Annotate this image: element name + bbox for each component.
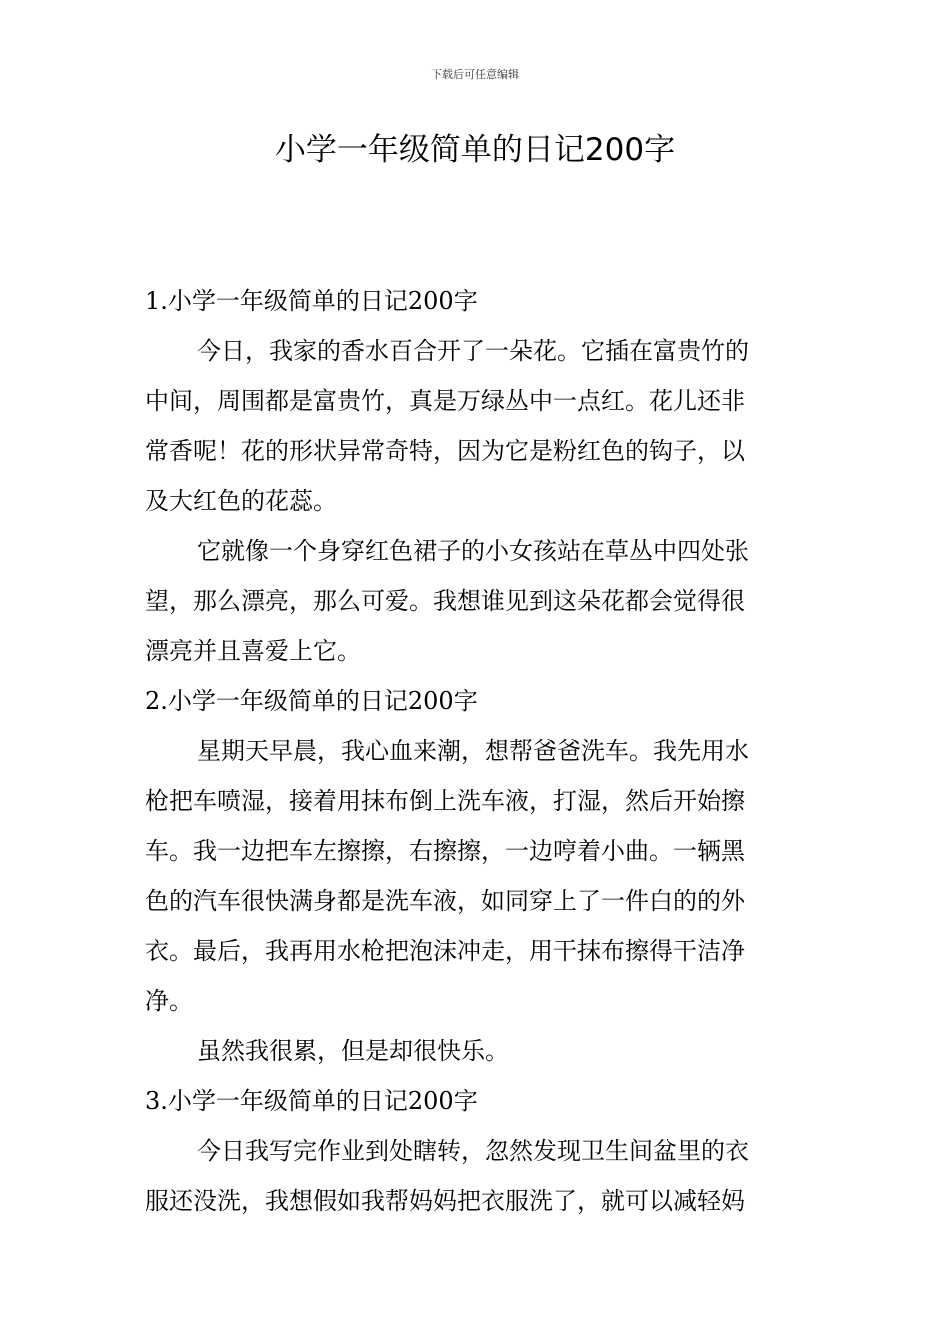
page-header-note: 下载后可任意编辑 [431,68,519,81]
paragraph-line: 今日我写完作业到处瞎转，忽然发现卫生间盆里的衣 [197,1137,749,1165]
paragraph-line: 星期天早晨，我心血来潮，想帮爸爸洗车。我先用水 [197,737,749,765]
paragraph-line: 望，那么漂亮，那么可爱。我想谁见到这朵花都会觉得很 [145,587,745,615]
section-heading: 3.小学一年级简单的日记200字 [145,1087,478,1115]
paragraph-line: 今日，我家的香水百合开了一朵花。它插在富贵竹的 [197,337,749,365]
paragraph-line: 常香呢！花的形状异常奇特，因为它是粉红色的钩子，以 [145,437,745,465]
paragraph-line: 它就像一个身穿红色裙子的小女孩站在草丛中四处张 [197,537,749,565]
paragraph-line: 枪把车喷湿，接着用抹布倒上洗车液，打湿，然后开始擦 [145,787,745,815]
paragraph-line: 净。 [145,987,193,1015]
paragraph-line: 衣。最后，我再用水枪把泡沫冲走，用干抹布擦得干洁净 [145,937,745,965]
document-title: 小学一年级简单的日记200字 [274,132,676,168]
paragraph-line: 虽然我很累，但是却很快乐。 [197,1037,509,1065]
paragraph-line: 车。我一边把车左擦擦，右擦擦，一边哼着小曲。一辆黑 [145,837,745,865]
section-heading: 2.小学一年级简单的日记200字 [145,687,478,715]
paragraph-line: 及大红色的花蕊。 [145,487,337,515]
paragraph-line: 色的汽车很快满身都是洗车液，如同穿上了一件白的的外 [145,887,745,915]
paragraph-line: 漂亮并且喜爱上它。 [145,637,361,665]
paragraph-line: 服还没洗，我想假如我帮妈妈把衣服洗了，就可以减轻妈 [145,1187,745,1215]
document-body [145,276,810,1226]
paragraph-line: 中间，周围都是富贵竹，真是万绿丛中一点红。花儿还非 [145,387,745,415]
section-heading: 1.小学一年级简单的日记200字 [145,287,478,315]
